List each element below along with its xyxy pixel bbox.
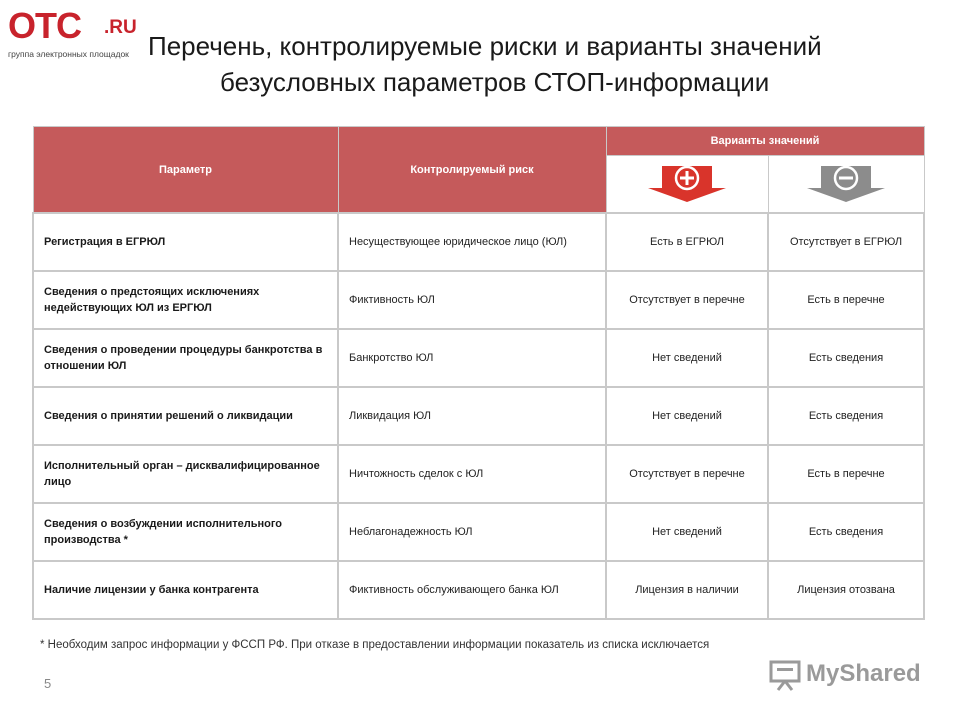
stop-info-table	[32, 126, 925, 620]
row-param: Сведения о возбуждении исполнительного производства *	[33, 503, 338, 561]
row-positive-value: Нет сведений	[606, 387, 768, 445]
row-negative-value: Есть сведения	[768, 329, 924, 387]
presentation-icon	[768, 658, 802, 692]
row-risk: Несуществующее юридическое лицо (ЮЛ)	[338, 213, 606, 271]
table-row	[33, 503, 924, 561]
row-negative-value: Есть в перечне	[768, 271, 924, 329]
row-param: Наличие лицензии у банка контрагента	[33, 561, 338, 619]
positive-variant-header	[606, 156, 768, 214]
watermark-text: MyShared	[806, 660, 921, 687]
row-risk: Ничтожность сделок с ЮЛ	[338, 445, 606, 503]
row-param: Сведения о принятии решений о ликвидации	[33, 387, 338, 445]
row-risk: Ликвидация ЮЛ	[338, 387, 606, 445]
row-risk: Фиктивность ЮЛ	[338, 271, 606, 329]
row-param: Сведения о предстоящих исключениях недействующих ЮЛ из ЕРГЮЛ	[33, 271, 338, 329]
row-negative-value: Отсутствует в ЕГРЮЛ	[768, 213, 924, 271]
page-title-line2: безусловных параметров СТОП-информации	[220, 67, 770, 97]
row-positive-value: Отсутствует в перечне	[606, 445, 768, 503]
row-negative-value: Есть в перечне	[768, 445, 924, 503]
table-row	[33, 561, 924, 619]
table-row	[33, 271, 924, 329]
page-number: 5	[44, 676, 52, 691]
row-param: Исполнительный орган – дисквалифицированное лицо	[33, 445, 338, 503]
otc-logo	[8, 6, 148, 62]
header-variants: Варианты значений	[606, 127, 924, 156]
row-negative-value: Лицензия отозвана	[768, 561, 924, 619]
row-positive-value: Есть в ЕГРЮЛ	[606, 213, 768, 271]
row-negative-value: Есть сведения	[768, 387, 924, 445]
negative-variant-header	[768, 156, 924, 214]
page-title-line1: Перечень, контролируемые риски и варианты значений	[148, 31, 822, 61]
row-param: Регистрация в ЕГРЮЛ	[33, 213, 338, 271]
row-positive-value: Нет сведений	[606, 503, 768, 561]
header-param: Параметр	[33, 127, 338, 214]
minus-arrow-icon	[803, 162, 889, 204]
row-param: Сведения о проведении процедуры банкротства в отношении ЮЛ	[33, 329, 338, 387]
table-row	[33, 445, 924, 503]
plus-arrow-icon	[644, 162, 730, 204]
table-row	[33, 387, 924, 445]
myshared-watermark	[768, 658, 928, 694]
row-positive-value: Отсутствует в перечне	[606, 271, 768, 329]
row-risk: Фиктивность обслуживающего банка ЮЛ	[338, 561, 606, 619]
logo-suffix: .RU	[104, 17, 137, 38]
table-row	[33, 329, 924, 387]
header-risk: Контролируемый риск	[338, 127, 606, 214]
row-positive-value: Лицензия в наличии	[606, 561, 768, 619]
footnote: * Необходим запрос информации у ФССП РФ. При отказе в предоставлении информации показатель из списка исключается	[40, 639, 710, 651]
row-risk: Банкротство ЮЛ	[338, 329, 606, 387]
logo-subtitle: группа электронных площадок	[8, 49, 129, 59]
row-positive-value: Нет сведений	[606, 329, 768, 387]
logo-main-text: OTC	[8, 5, 81, 46]
row-risk: Неблагонадежность ЮЛ	[338, 503, 606, 561]
row-negative-value: Есть сведения	[768, 503, 924, 561]
table-row	[33, 213, 924, 271]
